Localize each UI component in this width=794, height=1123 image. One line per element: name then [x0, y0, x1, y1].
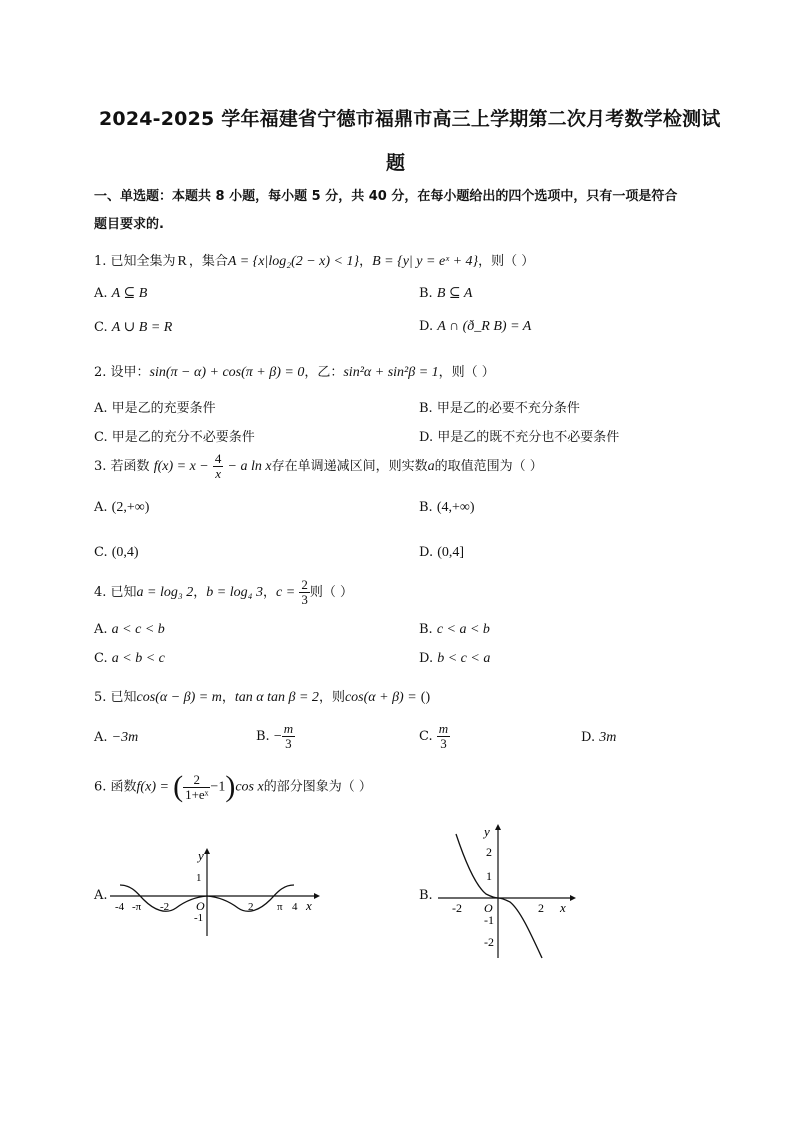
q3-fraction: $\frac{4}{x}$: [214, 451, 222, 481]
q3-option-c[interactable]: C. (0,4): [94, 545, 139, 560]
q6-graph-a[interactable]: [110, 848, 320, 938]
tick-x-neg2: -2: [160, 901, 170, 913]
q1-option-c[interactable]: C. A ∪ B = R: [94, 320, 173, 335]
question-2: 2. 设甲：sin(π − α) + cos(π + β) = 0，乙：sin²α + sin²β = 1，则（ ）: [94, 365, 495, 380]
q1-set-b: B = {y| y = eˣ + 4}: [372, 254, 479, 269]
y-axis-arrow-icon: [495, 824, 501, 830]
question-4: 4. 已知a = log₃ 2，b = log₄ 3，c = $\frac{2}{3}$ 则（ ）: [94, 577, 353, 607]
tick-x-pi: π: [277, 901, 283, 913]
q6-option-a-label[interactable]: A.: [94, 888, 108, 903]
tick-x-2: 2: [248, 901, 254, 913]
tick-x-neg4: -4: [115, 901, 125, 913]
tick-y-neg1: -1: [484, 913, 494, 927]
origin-label: O: [196, 899, 205, 913]
q4-option-a[interactable]: A. a < c < b: [94, 622, 165, 637]
section-heading-continued: 题目要求的.: [94, 217, 164, 232]
q1-option-a[interactable]: A. A ⊆ B: [94, 286, 148, 301]
q5-option-b[interactable]: B. − $\frac{m}{3}$: [256, 721, 294, 751]
tick-y-1: 1: [486, 869, 492, 883]
q5-option-a[interactable]: A. −3m: [94, 730, 139, 745]
q4-fraction: $\frac{2}{3}$: [301, 577, 308, 607]
q5-option-d[interactable]: D. 3m: [581, 730, 617, 745]
q1-stem: 1. 已知全集为: [94, 254, 176, 269]
q6-option-b-label[interactable]: B.: [419, 888, 433, 903]
q3-option-a[interactable]: A. (2,+∞): [94, 500, 150, 515]
tick-y-neg2: -2: [484, 935, 494, 949]
q6-fraction: $\frac{2}{\text{1+eˣ}}$: [185, 771, 209, 802]
tick-x-negpi: -π: [132, 901, 142, 913]
q1-set-a: A = {x|log₂(2 − x) < 1}: [227, 254, 360, 269]
q2-condition-yi: sin²α + sin²β = 1: [343, 365, 439, 380]
x-axis-arrow-icon: [314, 893, 320, 899]
q2-condition-jia: sin(π − α) + cos(π + β) = 0: [149, 365, 305, 380]
x-axis-arrow-icon: [570, 895, 576, 901]
q4-option-d[interactable]: D. b < c < a: [419, 651, 491, 666]
q6-graph-b[interactable]: [436, 824, 576, 960]
question-5: 5. 已知cos(α − β) = m，tan α tan β = 2，则cos(α + β) = (): [94, 690, 431, 705]
x-axis-label: x: [306, 898, 312, 913]
question-1: 1. 已知全集为 R ，集合A = {x|log₂(2 − x) < 1}，B = {y| y = eˣ + 4}，则（ ）: [94, 254, 535, 269]
section-heading: 一、单选题：本题共 8 小题，每小题 5 分，共 40 分，在每小题给出的四个选项中，只有一项是符合: [94, 189, 678, 204]
question-3: 3. 若函数 f(x) = x − $\frac{4}{x}$ − a ln x存在单调递减区间，则实数a的取值范围为（ ）: [94, 451, 543, 481]
tick-y-2: 2: [486, 845, 492, 859]
tick-x-neg2: -2: [452, 901, 462, 915]
y-axis-arrow-icon: [204, 848, 210, 854]
q1-universal-set: R: [177, 254, 187, 269]
y-axis-label: y: [484, 824, 490, 839]
page-title: 2024-2025 学年福建省宁德市福鼎市高三上学期第二次月考数学检测试: [99, 108, 721, 130]
question-6: 6. 函数f(x) = ( $\frac{2}{\text{1+eˣ}}$ −1)cos x的部分图象为（ ）: [94, 770, 372, 803]
q5-option-c[interactable]: C. $\frac{m}{3}$: [419, 721, 449, 751]
tick-x-2: 2: [538, 901, 544, 915]
x-axis-label: x: [560, 900, 566, 915]
origin-label: O: [484, 901, 493, 915]
y-axis-label: y: [198, 848, 204, 863]
q2-option-a[interactable]: A. 甲是乙的充要条件: [94, 401, 216, 416]
tick-x-4: 4: [292, 901, 298, 913]
q2-option-b[interactable]: B. 甲是乙的必要不充分条件: [419, 401, 580, 416]
tick-y-neg1: -1: [194, 912, 204, 924]
q4-option-c[interactable]: C. a < b < c: [94, 651, 165, 666]
q4-option-b[interactable]: B. c < a < b: [419, 622, 490, 637]
q1-option-d[interactable]: D. A ∩ (ð_R B) = A: [419, 319, 532, 334]
q2-option-d[interactable]: D. 甲是乙的既不充分也不必要条件: [419, 430, 620, 445]
curve-b: [456, 834, 542, 958]
q3-option-d[interactable]: D. (0,4]: [419, 545, 465, 560]
q3-option-b[interactable]: B. (4,+∞): [419, 500, 475, 515]
q1-option-b[interactable]: B. B ⊆ A: [419, 286, 473, 301]
tick-y-1: 1: [196, 872, 202, 884]
q2-option-c[interactable]: C. 甲是乙的充分不必要条件: [94, 430, 255, 445]
page-title-continued: 题: [386, 152, 406, 174]
